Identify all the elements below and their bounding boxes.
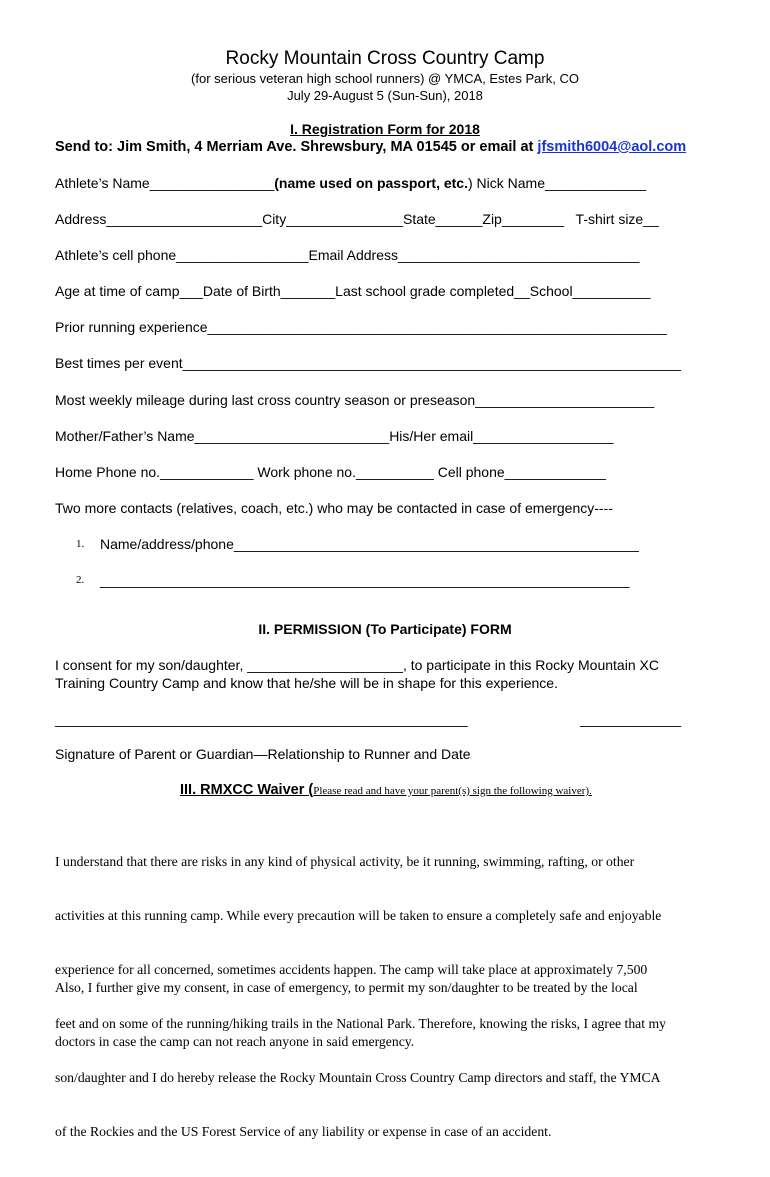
- consent-line-1[interactable]: I consent for my son/daughter, ____________________, to participate in this Rocky Mountain XC: [55, 657, 659, 673]
- weekly-mileage-field[interactable]: Most weekly mileage during last cross country season or preseason_______________________: [55, 392, 655, 408]
- contact-2-field[interactable]: ____________________________________________________________________: [100, 572, 630, 588]
- nick-name-label: ) Nick Name_____________: [467, 175, 647, 191]
- email-link[interactable]: jfsmith6004@aol.com: [537, 139, 687, 155]
- phone-numbers-field[interactable]: Home Phone no.____________ Work phone no.__________ Cell phone_____________: [55, 464, 606, 480]
- athlete-name-label: Athlete’s Name________________: [55, 175, 275, 191]
- camp-dates: July 29-August 5 (Sun-Sun), 2018: [287, 88, 483, 103]
- waiver-p1-line: activities at this running camp. While every precaution will be taken to ensure a completely safe and enjoyable: [55, 908, 662, 923]
- send-to-line: [55, 139, 686, 155]
- waiver-p2-line: Also, I further give my consent, in case of emergency, to permit my son/daughter to be treated by the local: [55, 980, 638, 995]
- page-title: Rocky Mountain Cross Country Camp: [225, 48, 545, 69]
- best-times-field[interactable]: Best times per event________________________________________________________________: [55, 355, 681, 371]
- waiver-p1-line: of the Rockies and the US Forest Service of any liability or expense in case of an accident.: [55, 1124, 552, 1139]
- waiver-title: III. RMXCC Waiver (: [180, 782, 314, 798]
- waiver-p2-line: doctors in case the camp can not reach anyone in said emergency.: [55, 1034, 415, 1049]
- contact-2-number: 2.: [76, 574, 85, 586]
- waiver-p1-line: experience for all concerned, sometimes accidents happen. The camp will take place at approximately 7,500: [55, 962, 648, 977]
- passport-note: (name used on passport, etc.: [274, 175, 468, 191]
- contact-1-field[interactable]: Name/address/phone____________________________________________________: [100, 536, 639, 552]
- waiver-note: Please read and have your parent(s) sign the following waiver).: [313, 785, 592, 797]
- prior-experience-field[interactable]: Prior running experience___________________________________________________________: [55, 319, 667, 335]
- emergency-contacts-label: Two more contacts (relatives, coach, etc.) who may be contacted in case of emergency----: [55, 500, 613, 516]
- cell-email-field[interactable]: Athlete’s cell phone_________________Email Address_______________________________: [55, 247, 640, 263]
- athlete-name-field[interactable]: [55, 175, 646, 191]
- date-line[interactable]: _____________: [580, 711, 682, 727]
- signature-line[interactable]: _____________________________________________________: [55, 711, 468, 727]
- waiver-paragraph-2: [55, 943, 638, 1087]
- age-dob-school-field[interactable]: Age at time of camp___Date of Birth_______Last school grade completed__School__________: [55, 283, 651, 299]
- permission-heading: II. PERMISSION (To Participate) FORM: [258, 621, 512, 637]
- registration-heading: I. Registration Form for 2018: [290, 121, 480, 137]
- page-subtitle: (for serious veteran high school runners) @ YMCA, Estes Park, CO: [191, 71, 579, 86]
- waiver-p1-line: I understand that there are risks in any kind of physical activity, be it running, swimming, rafting, or other: [55, 854, 635, 869]
- waiver-p1-line: feet and on some of the running/hiking trails in the National Park. Therefore, knowing the risks, I agree that my: [55, 1016, 666, 1031]
- contact-1-number: 1.: [76, 538, 85, 550]
- send-to-text: Send to: Jim Smith, 4 Merriam Ave. Shrewsbury, MA 01545 or email at: [55, 139, 538, 155]
- parent-name-email-field[interactable]: Mother/Father’s Name_________________________His/Her email__________________: [55, 428, 614, 444]
- signature-label: Signature of Parent or Guardian—Relationship to Runner and Date: [55, 746, 471, 762]
- address-field[interactable]: Address____________________City_______________State______Zip________ T-shirt size__: [55, 211, 659, 227]
- waiver-heading: [180, 782, 592, 798]
- consent-line-2: Training Country Camp and know that he/she will be in shape for this experience.: [55, 675, 558, 691]
- waiver-p1-line: son/daughter and I do hereby release the Rocky Mountain Cross Country Camp directors and staff, the YMCA: [55, 1070, 661, 1085]
